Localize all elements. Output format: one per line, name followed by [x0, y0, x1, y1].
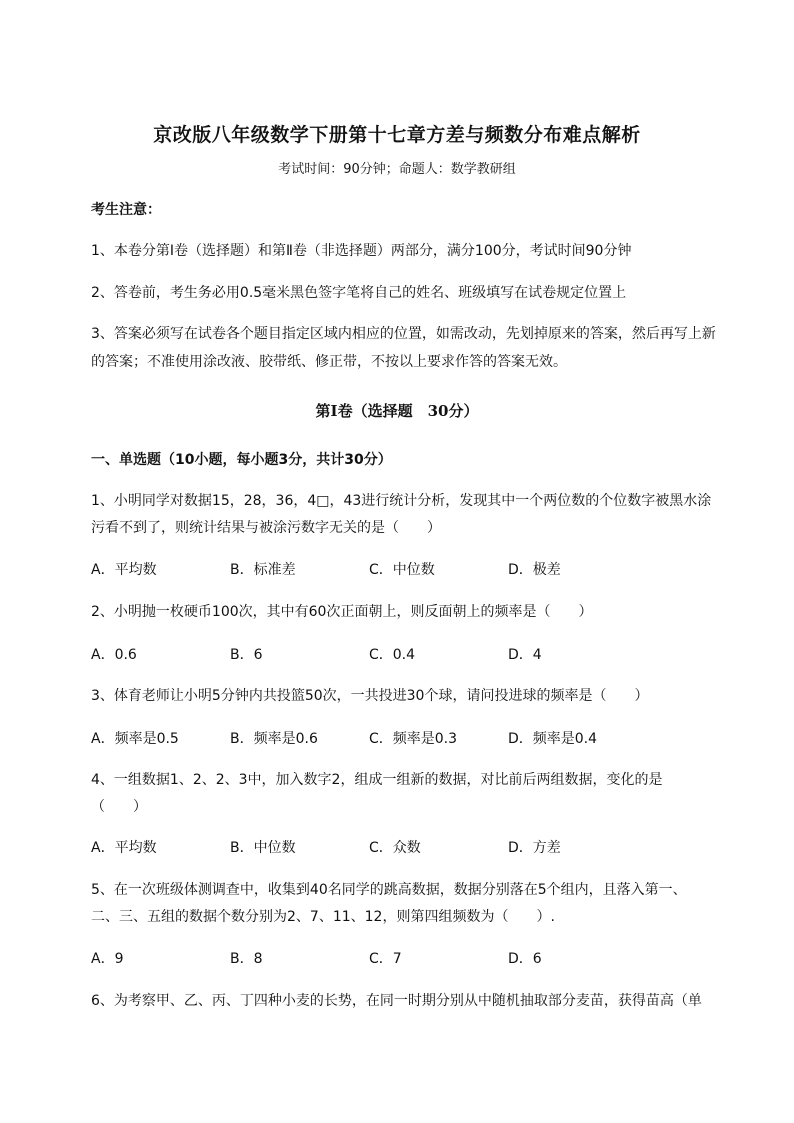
option-c[interactable]: C．频率是0.3: [369, 731, 458, 747]
question-2-line-1: 2、小明抛一枚硬币100次，其中有60次正面朝上，则反面朝上的频率是（ ）: [91, 604, 593, 620]
option-a[interactable]: A．0.6: [91, 647, 137, 663]
option-b[interactable]: B．6: [230, 647, 263, 663]
option-a[interactable]: A．平均数: [91, 562, 157, 578]
option-c[interactable]: C．中位数: [369, 562, 435, 578]
option-d[interactable]: D．频率是0.4: [508, 731, 598, 747]
section-title: 第I卷（选择题 30分）: [315, 402, 479, 420]
question-1-line-1: 1、小明同学对数据15，28，36，4□，43进行统计分析，发现其中一个两位数的个位数字被黑水涂: [91, 493, 712, 509]
option-d[interactable]: D．方差: [508, 840, 561, 856]
option-a[interactable]: A．频率是0.5: [91, 731, 179, 747]
exam-title: 京改版八年级数学下册第十七章方差与频数分布难点解析: [153, 124, 641, 146]
notice-item-3-cont: 的答案；不准使用涂改液、胶带纸、修正带，不按以上要求作答的答案无效。: [91, 354, 567, 370]
question-4-options: [91, 836, 741, 860]
option-b[interactable]: B．标准差: [230, 562, 296, 578]
option-a[interactable]: A．9: [91, 951, 124, 967]
option-d[interactable]: D．极差: [508, 562, 561, 578]
option-b[interactable]: B．频率是0.6: [230, 731, 318, 747]
question-1-line-2: 污看不到了，则统计结果与被涂污数字无关的是（ ）: [91, 520, 441, 536]
notice-item-2: 2、答卷前，考生务必用0.5毫米黑色签字笔将自己的姓名、班级填写在试卷规定位置上: [91, 285, 627, 301]
question-5-line-1: 5、在一次班级体测调查中，收集到40名同学的跳高数据，数据分别落在5个组内，且落入第一、: [91, 882, 687, 898]
question-3-line-1: 3、体育老师让小明5分钟内共投篮50次，一共投进30个球，请问投进球的频率是（ ）: [91, 688, 649, 704]
option-a[interactable]: A．平均数: [91, 840, 157, 856]
question-5-line-2: 二、三、五组的数据个数分别为2、7、11、12，则第四组频数为（ ）.: [91, 909, 555, 925]
question-4-line-1: 4、一组数据1、2、2、3中，加入数字2，组成一组新的数据，对比前后两组数据，变化的是: [91, 772, 663, 788]
question-5-options: [91, 947, 741, 971]
option-d[interactable]: D．4: [508, 647, 542, 663]
question-1-options: [91, 558, 741, 582]
exam-subtitle: 考试时间：90分钟；命题人：数学教研组: [278, 162, 516, 177]
notice-item-3: 3、答案必须写在试卷各个题目指定区域内相应的位置，如需改动，先划掉原来的答案，然后再写上新: [91, 326, 716, 342]
question-4-line-2: （ ）: [91, 799, 147, 815]
notice-item-1: 1、本卷分第I卷（选择题）和第Ⅱ卷（非选择题）两部分，满分100分，考试时间90分钟: [91, 243, 632, 259]
option-d[interactable]: D．6: [508, 951, 542, 967]
question-6-line-1: 6、为考察甲、乙、丙、丁四种小麦的长势，在同一时期分别从中随机抽取部分麦苗，获得苗高（单: [91, 993, 702, 1009]
option-b[interactable]: B．中位数: [230, 840, 296, 856]
option-c[interactable]: C．0.4: [369, 647, 416, 663]
notice-heading: 考生注意：: [91, 202, 161, 218]
question-3-options: [91, 727, 741, 751]
option-c[interactable]: C．7: [369, 951, 402, 967]
question-2-options: [91, 643, 741, 667]
option-c[interactable]: C．众数: [369, 840, 421, 856]
part-heading: 一、单选题（10小题，每小题3分，共计30分）: [91, 452, 392, 468]
option-b[interactable]: B．8: [230, 951, 263, 967]
